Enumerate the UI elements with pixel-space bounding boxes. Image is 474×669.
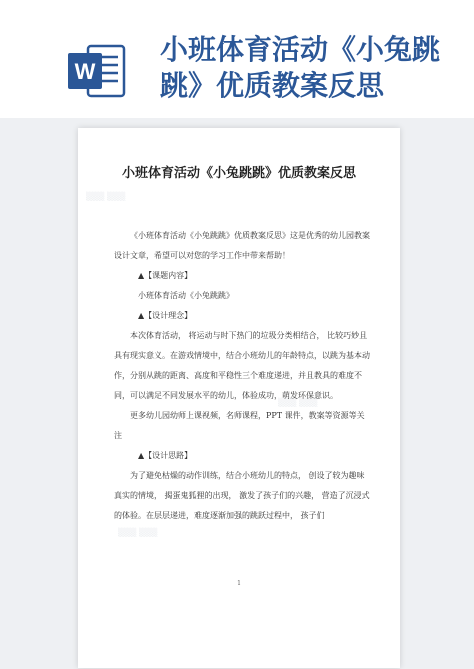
document-body xyxy=(114,226,372,526)
paragraph: 本次体育活动， 将运动与时下热门的垃圾分类相结合， 比较巧妙且具有现实意义。在游戏情境中，结合小班幼儿的年龄特点，以跳为基本动作，分别从跳的距离、高度和平稳性三个难度递进，并且教具的难度不同，可以满足不同发展水平的幼儿，体验成功，萌发环保意识。 xyxy=(114,331,370,400)
page-title: 小班体育活动《小兔跳跳》优质教案反思 xyxy=(160,33,441,102)
watermark: ▒▒▒ ▒▒▒ xyxy=(86,192,126,201)
watermark: ▒▒▒ ▒▒▒ xyxy=(278,398,318,407)
word-icon xyxy=(66,40,128,102)
section-heading: ▲【设计理念】 xyxy=(138,311,193,320)
paragraph: 小班体育活动《小兔跳跳》 xyxy=(138,291,234,300)
watermark: ▒▒▒ ▒▒▒ xyxy=(118,528,158,537)
document-title: 小班体育活动《小兔跳跳》优质教案反思 xyxy=(121,166,356,181)
header-banner xyxy=(0,0,474,118)
page-number: 1 xyxy=(237,580,241,587)
section-heading: ▲【设计思路】 xyxy=(138,451,193,460)
document-page xyxy=(78,128,400,668)
paragraph: 为了避免枯燥的动作训练，结合小班幼儿的特点， 创设了较为趣味真实的情境， 揭蛋鬼狐狸的出现， 激发了孩子们的兴趣， 营造了沉浸式的体验。在层层递进，难度逐渐加强的跳跃过程中， 孩子们 xyxy=(114,471,370,520)
logo-letter: W xyxy=(74,59,96,84)
paragraph: 更多幼儿园幼师上课视频，名师课程，PPT 课件，教案等资源等关注 xyxy=(114,411,365,440)
paragraph: 《小班体育活动《小兔跳跳》优质教案反思》这是优秀的幼儿园教案设计文章，希望可以对您的学习工作中带来帮助！ xyxy=(114,231,370,260)
section-heading: ▲【课题内容】 xyxy=(138,271,193,280)
